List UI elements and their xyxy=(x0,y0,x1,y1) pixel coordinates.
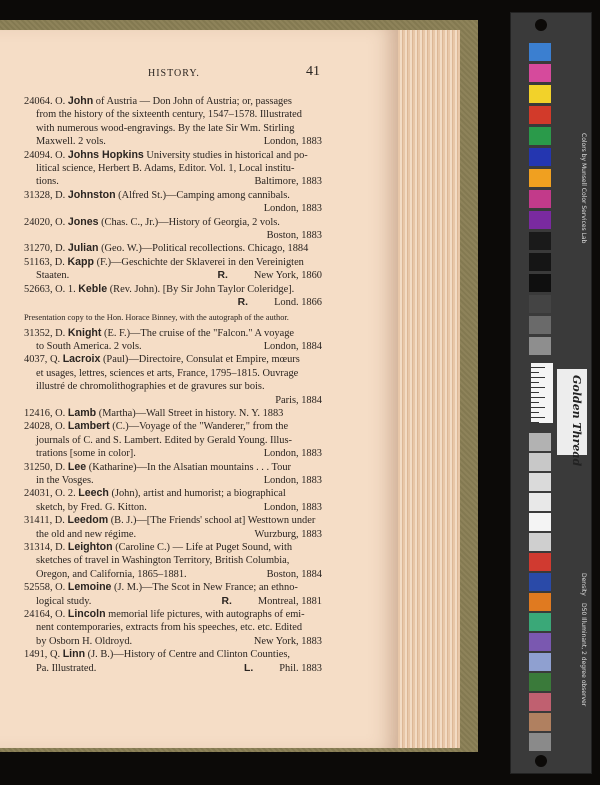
entry-line: 12416, O. Lamb (Martha)—Wall Street in history. N. Y. 1883 xyxy=(24,406,284,419)
entry-place-date: L. Phil. 1883 xyxy=(244,662,322,674)
entry-heading: Leedom xyxy=(67,514,109,527)
entry-line-end: Oregon, and California, 1865–1881. xyxy=(36,568,187,580)
entry-line: litical science, Herbert B. Adams, Editor. Vol. 1, Local institu- xyxy=(36,163,295,175)
target-density-label: Density xyxy=(580,573,587,596)
entry-line-end: Staaten. xyxy=(36,270,70,282)
target-hole-top xyxy=(535,19,547,31)
entry-heading: Johnston xyxy=(67,188,116,201)
color-swatch xyxy=(529,673,551,691)
color-swatch xyxy=(529,533,551,551)
entry-mark: R. xyxy=(221,595,232,607)
catalog-entry xyxy=(24,420,322,460)
entry-place-date: London, 1883 xyxy=(263,136,322,148)
entry-imprint xyxy=(24,394,322,407)
target-ruler xyxy=(531,363,553,423)
catalog-entry xyxy=(24,487,322,514)
color-swatch xyxy=(529,633,551,651)
entry-mark: R. xyxy=(237,297,249,309)
color-swatch xyxy=(529,553,551,571)
entry-line: sketches of travel in Washington Territory, British Columbia, xyxy=(36,555,290,567)
entry-place-date: Baltimore, 1883 xyxy=(254,176,322,188)
entry-imprint xyxy=(24,340,322,353)
page-edges xyxy=(388,30,460,748)
target-label-top: Colors by Munsell Color Services Lab xyxy=(580,133,587,244)
color-swatch xyxy=(529,274,551,292)
entry-heading: Jones xyxy=(67,215,99,228)
catalog-entry xyxy=(24,256,322,283)
entry-line: 52663, O. 1. Keble (Rev. John). [By Sir John Taylor Coleridge]. xyxy=(24,282,295,295)
ruler-tick xyxy=(531,397,545,398)
entry-heading: Lemoine xyxy=(67,581,112,594)
entry-line-end: to South America. 2 vols. xyxy=(36,340,142,352)
entry-place-date: Boston, 1883 xyxy=(266,230,322,242)
catalog-entries xyxy=(24,95,322,675)
entry-line: from the history of the sixteenth century, 1547–1578. Illustrated xyxy=(36,109,302,121)
entry-line: 24031, O. 2. Leech (John), artist and humorist; a biographical xyxy=(24,487,286,500)
color-swatch xyxy=(529,593,551,611)
catalog-entry xyxy=(24,608,322,648)
color-swatch xyxy=(529,693,551,711)
target-label-bottom: D50 Illuminant, 2 degree observer xyxy=(580,603,587,707)
entry-heading: John xyxy=(67,95,94,107)
entry-line: 51163, D. Kapp (F.)—Geschichte der Sklaverei in den Vereinigten xyxy=(24,255,304,268)
ruler-tick xyxy=(531,367,545,368)
entry-place-date: New York, 1883 xyxy=(253,635,322,647)
entry-line: 24020, O. Jones (Chas. C., Jr.)—History of Georgia, 2 vols. xyxy=(24,215,280,228)
entry-line: 24164, O. Lincoln memorial life pictures, with autographs of emi- xyxy=(24,608,305,621)
color-swatch xyxy=(529,473,551,491)
color-swatch xyxy=(529,106,551,124)
ruler-tick xyxy=(531,417,545,418)
entry-imprint xyxy=(24,447,322,460)
entry-imprint xyxy=(24,296,322,309)
color-swatch xyxy=(529,316,551,334)
catalog-entry xyxy=(24,216,322,243)
catalog-entry xyxy=(24,327,322,354)
catalog-entry xyxy=(24,514,322,541)
entry-mark: R. xyxy=(217,270,228,282)
entry-line: 52558, O. Lemoine (J. M.)—The Scot in New France; an ethno- xyxy=(24,581,298,594)
entry-line: with numerous wood-engravings. By the late Sir Wm. Stirling xyxy=(36,122,295,134)
ruler-tick xyxy=(531,422,539,423)
page-header xyxy=(0,64,398,84)
entry-place-date: London, 1884 xyxy=(263,340,322,352)
entry-imprint xyxy=(24,595,322,608)
color-swatch xyxy=(529,211,551,229)
entry-heading: Lambert xyxy=(67,420,110,433)
color-swatch xyxy=(529,232,551,250)
entry-place-date: Wurzburg, 1883 xyxy=(254,528,322,540)
entry-imprint xyxy=(24,568,322,581)
color-swatch xyxy=(529,453,551,471)
color-swatch xyxy=(529,148,551,166)
ruler-tick xyxy=(531,382,539,383)
entry-line: 4037, Q. Lacroix (Paul)—Directoire, Consulat et Empire, mœurs xyxy=(24,353,300,366)
color-swatch xyxy=(529,337,551,355)
entry-imprint xyxy=(24,528,322,541)
entry-line: 31352, D. Knight (E. F.)—The cruise of the "Falcon." A voyage xyxy=(24,326,295,339)
entry-heading: Johns Hopkins xyxy=(67,148,144,161)
entry-line-end: trations [some in color]. xyxy=(36,448,136,460)
entry-heading: Lincoln xyxy=(67,608,106,621)
entry-place-date: London, 1883 xyxy=(263,474,322,486)
color-swatch xyxy=(529,85,551,103)
entry-imprint xyxy=(24,202,322,215)
entry-line: 24064. O. John of Austria — Don John of Austria; or, passages xyxy=(24,95,292,107)
entry-mark: L. xyxy=(244,662,254,674)
entry-imprint xyxy=(24,635,322,648)
entry-heading: Leighton xyxy=(67,541,113,553)
entry-line: 24028, O. Lambert (C.)—Voyage of the "Wanderer," from the xyxy=(24,420,289,433)
ruler-tick xyxy=(531,372,539,373)
entry-place-date: London, 1883 xyxy=(263,448,322,460)
color-swatch xyxy=(529,513,551,531)
entry-line: illustré de chromolithographies et de gravures sur bois. xyxy=(36,381,265,393)
entry-line: 24094. O. Johns Hopkins University studies in historical and po- xyxy=(24,148,308,161)
entry-line: 31270, D. Julian (Geo. W.)—Political recollections. Chicago, 1884 xyxy=(24,242,309,255)
entry-heading: Leech xyxy=(78,487,109,500)
color-swatch xyxy=(529,190,551,208)
entry-imprint xyxy=(24,474,322,487)
entry-line: 1491, Q. Linn (J. B.)—History of Centre and Clinton Counties, xyxy=(24,648,290,661)
entry-heading: Kapp xyxy=(67,255,94,268)
target-hole-bottom xyxy=(535,755,547,767)
entry-heading: Lee xyxy=(67,460,87,473)
entry-imprint xyxy=(24,501,322,514)
entry-line: 31411, D. Leedom (B. J.)—[The Friends' school at] Westtown under xyxy=(24,514,316,527)
ruler-tick xyxy=(531,402,539,403)
entry-place-date: Paris, 1884 xyxy=(275,394,322,406)
golden-thread-logo xyxy=(557,369,587,467)
entry-line-end: the old and new régime. xyxy=(36,528,137,540)
entry-heading: Lamb xyxy=(67,406,97,419)
entry-line-end: in the Vosges. xyxy=(36,474,94,486)
catalog-entry xyxy=(24,242,322,255)
ruler-tick xyxy=(531,412,539,413)
entry-line: 31314, D. Leighton (Caroline C.) — Life at Puget Sound, with xyxy=(24,541,293,553)
ruler-tick xyxy=(531,392,539,393)
color-swatch xyxy=(529,64,551,82)
entry-imprint xyxy=(24,135,322,148)
catalog-entry xyxy=(24,461,322,488)
entry-heading: Knight xyxy=(67,326,102,339)
entry-line: 31250, D. Lee (Katharine)—In the Alsatian mountains . . . Tour xyxy=(24,460,291,473)
entry-place-date: London, 1883 xyxy=(263,203,322,215)
entry-place-date: R. Lond. 1866 xyxy=(237,297,322,309)
entry-heading: Keble xyxy=(78,282,108,295)
entry-line: nent contemporaries, extracts from his speeches, etc. etc. Edited xyxy=(36,622,303,634)
entry-heading: Lacroix xyxy=(62,353,101,366)
color-swatch xyxy=(529,295,551,313)
entry-line: 31328, D. Johnston (Alfred St.)—Camping among cannibals. xyxy=(24,188,290,201)
catalog-entry xyxy=(24,95,322,149)
ruler-tick xyxy=(531,377,545,378)
color-swatch xyxy=(529,253,551,271)
catalog-entry xyxy=(24,648,322,675)
entry-line-end: Maxwell. 2 vols. xyxy=(36,136,106,148)
color-swatch xyxy=(529,433,551,451)
color-swatch xyxy=(529,43,551,61)
entry-line-end: logical study. xyxy=(36,595,92,607)
entry-imprint xyxy=(24,175,322,188)
entry-line: et usages, lettres, sciences et arts, France, 1795–1815. Ouvrage xyxy=(36,367,299,379)
brand-name: Golden Thread xyxy=(570,375,583,467)
catalog-entry xyxy=(24,407,322,420)
entry-line-end: by Osborn H. Oldroyd. xyxy=(36,635,133,647)
color-swatch xyxy=(529,613,551,631)
catalog-entry xyxy=(24,149,322,189)
color-swatch xyxy=(529,733,551,751)
entry-heading: Julian xyxy=(67,242,99,255)
color-swatch xyxy=(529,169,551,187)
color-swatch xyxy=(529,653,551,671)
entry-line-end: tions. xyxy=(36,176,59,188)
color-swatch xyxy=(529,127,551,145)
entry-place-date: London, 1883 xyxy=(263,501,322,513)
catalog-entry xyxy=(24,283,322,310)
entry-line-end: Pa. Illustrated. xyxy=(36,662,97,674)
catalog-entry xyxy=(24,189,322,216)
ruler-tick xyxy=(531,407,545,408)
entry-note: Presentation copy to the Hon. Horace Binney, with the autograph of the author. xyxy=(24,312,289,322)
entry-heading: Linn xyxy=(62,648,86,661)
entry-imprint xyxy=(24,662,322,675)
catalog-entry xyxy=(24,581,322,608)
entry-place-date: R. New York, 1860 xyxy=(217,270,322,282)
ruler-tick xyxy=(531,387,545,388)
entry-line: journals of C. and S. Lambert. Edited by Gerald Young. Illus- xyxy=(36,434,292,446)
catalog-entry xyxy=(24,541,322,581)
entry-imprint xyxy=(24,229,322,242)
color-swatch xyxy=(529,573,551,591)
catalog-entry xyxy=(24,353,322,407)
entry-line-end: sketch, by Fred. G. Kitton. xyxy=(36,501,147,513)
running-head: HISTORY. xyxy=(148,68,200,79)
entry-imprint xyxy=(24,269,322,282)
page-number: 41 xyxy=(306,64,320,79)
entry-place-date: Boston, 1884 xyxy=(266,568,322,580)
entry-place-date: R. Montreal, 1881 xyxy=(221,595,322,607)
color-swatch xyxy=(529,493,551,511)
color-target xyxy=(510,12,592,774)
color-swatch xyxy=(529,713,551,731)
